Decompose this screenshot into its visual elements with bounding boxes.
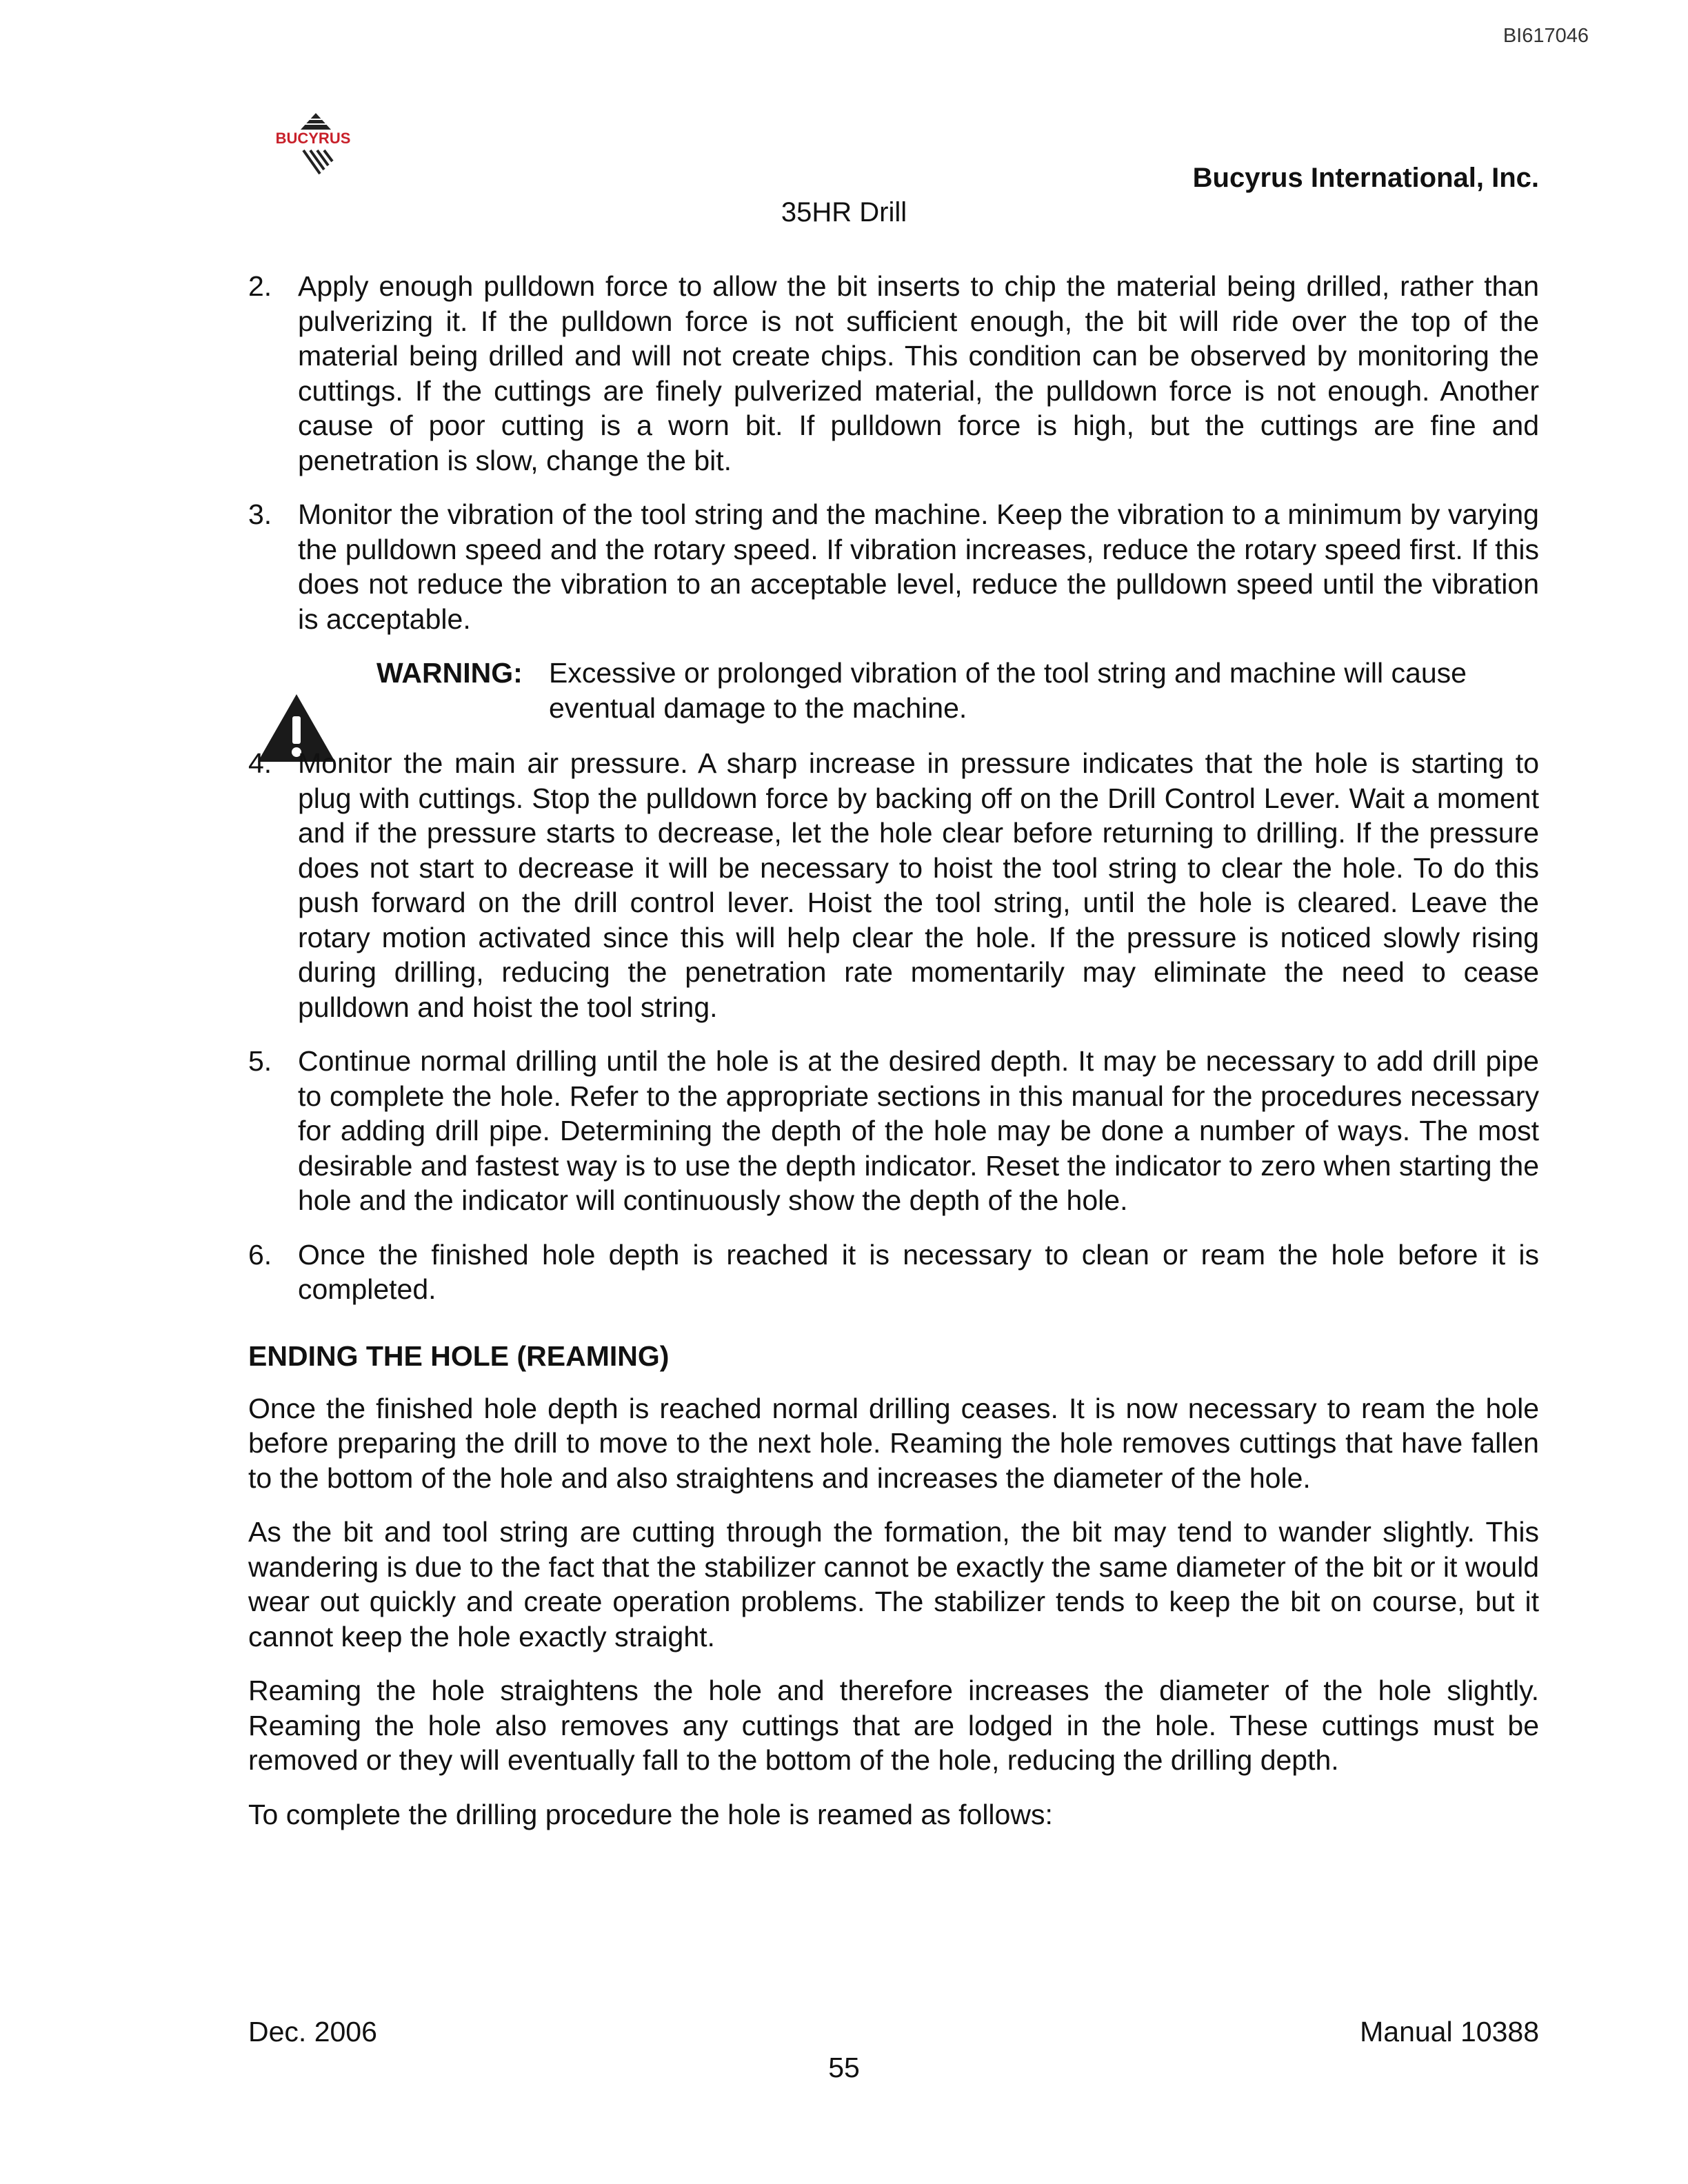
model-title: 35HR Drill <box>781 197 907 228</box>
list-item <box>248 269 1539 478</box>
document-id: BI617046 <box>1503 25 1589 47</box>
paragraph: Once the finished hole depth is reached normal drilling ceases. It is now necessary to ream the hole before preparing the drill to move to the next hole. Reaming the hole removes cuttings that have fallen to the bottom of the hole and also straightens and increases the diameter of the hole. <box>248 1392 1539 1494</box>
bucyrus-logo-mark <box>261 110 371 179</box>
list-item <box>248 497 1539 636</box>
page-number: 55 <box>828 2052 860 2083</box>
bucyrus-logo <box>261 110 371 179</box>
list-number: 4. <box>248 747 272 779</box>
list-text: Continue normal drilling until the hole is at the desired depth. It may be necessary to add drill pipe to complete the hole. Refer to the appropriate sections in this manual for the procedures necessary for adding drill pipe. Determining the depth of the hole may be done a number of ways. The most desirable and fastest way is to use the depth indicator. Reset the indicator to zero when starting the hole and the indicator will continuously show the depth of the hole. <box>298 1045 1539 1216</box>
list-number: 3. <box>248 498 272 530</box>
list-text: Monitor the vibration of the tool string and the machine. Keep the vibration to a minimum by varying the pulldown speed and the rotary speed. If vibration increases, reduce the rotary speed first. If this does not reduce the vibration to an acceptable level, reduce the pulldown speed until the vibration is acceptable. <box>298 498 1539 635</box>
list-item <box>248 1044 1539 1218</box>
footer-manual-number: Manual 10388 <box>1360 2016 1539 2048</box>
warning-block <box>248 656 1539 725</box>
company-name: Bucyrus International, Inc. <box>1192 163 1539 193</box>
document-body <box>248 269 1539 1851</box>
logo-wordmark: BUCYRUS <box>275 130 351 147</box>
list-number: 2. <box>248 270 272 302</box>
list-text: Apply enough pulldown force to allow the bit inserts to chip the material being drilled, rather than pulverizing it. If the pulldown force is not sufficient enough, the bit will ride over the top of the material being drilled and will not create chips. This condition can be observed by monitoring the cuttings. If the cuttings are finely pulverized material, the pulldown force is not enough. Another cause of poor cutting is a worn bit. If pulldown force is high, but the cuttings are fine and penetration is slow, change the bit. <box>298 270 1539 476</box>
paragraph: As the bit and tool string are cutting through the formation, the bit may tend to wander slightly. This wandering is due to the fact that the stabilizer cannot be exactly the same diameter of the bit or it would wear out quickly and create operation problems. The stabilizer tends to keep the bit on course, but it cannot keep the hole exactly straight. <box>248 1516 1539 1652</box>
footer-date: Dec. 2006 <box>248 2016 377 2048</box>
list-item <box>248 1237 1539 1307</box>
paragraph: To complete the drilling procedure the hole is reamed as follows: <box>248 1798 1053 1830</box>
paragraph: Reaming the hole straightens the hole and therefore increases the diameter of the hole slightly. Reaming the hole also removes any cuttings that are lodged in the hole. These cuttings must be removed or they will eventually fall to the bottom of the hole, reducing the drilling depth. <box>248 1675 1539 1776</box>
list-number: 5. <box>248 1045 272 1077</box>
warning-text: Excessive or prolonged vibration of the tool string and machine will cause eventual damage to the machine. <box>549 657 1467 724</box>
list-text: Monitor the main air pressure. A sharp increase in pressure indicates that the hole is starting to plug with cuttings. Stop the pulldown force by backing off on the Drill Control Lever. Wait a moment and if the pressure starts to decrease, let the hole clear before returning to drilling. If the pressure does not start to decrease it will be necessary to hoist the tool string to clear the hole. To do this push forward on the drill control lever. Hoist the tool string, until the hole is cleared. Leave the rotary motion activated since this will help clear the hole. If the pressure is noticed slowly rising during drilling, reducing the penetration rate momentarily may eliminate the need to cease pulldown and hoist the tool string. <box>298 747 1539 1023</box>
section-heading: ENDING THE HOLE (REAMING) <box>248 1339 670 1372</box>
list-number: 6. <box>248 1238 272 1271</box>
list-item <box>248 746 1539 1024</box>
warning-label: WARNING: <box>376 657 523 689</box>
list-text: Once the finished hole depth is reached it is necessary to clean or ream the hole before it is completed. <box>298 1238 1539 1305</box>
